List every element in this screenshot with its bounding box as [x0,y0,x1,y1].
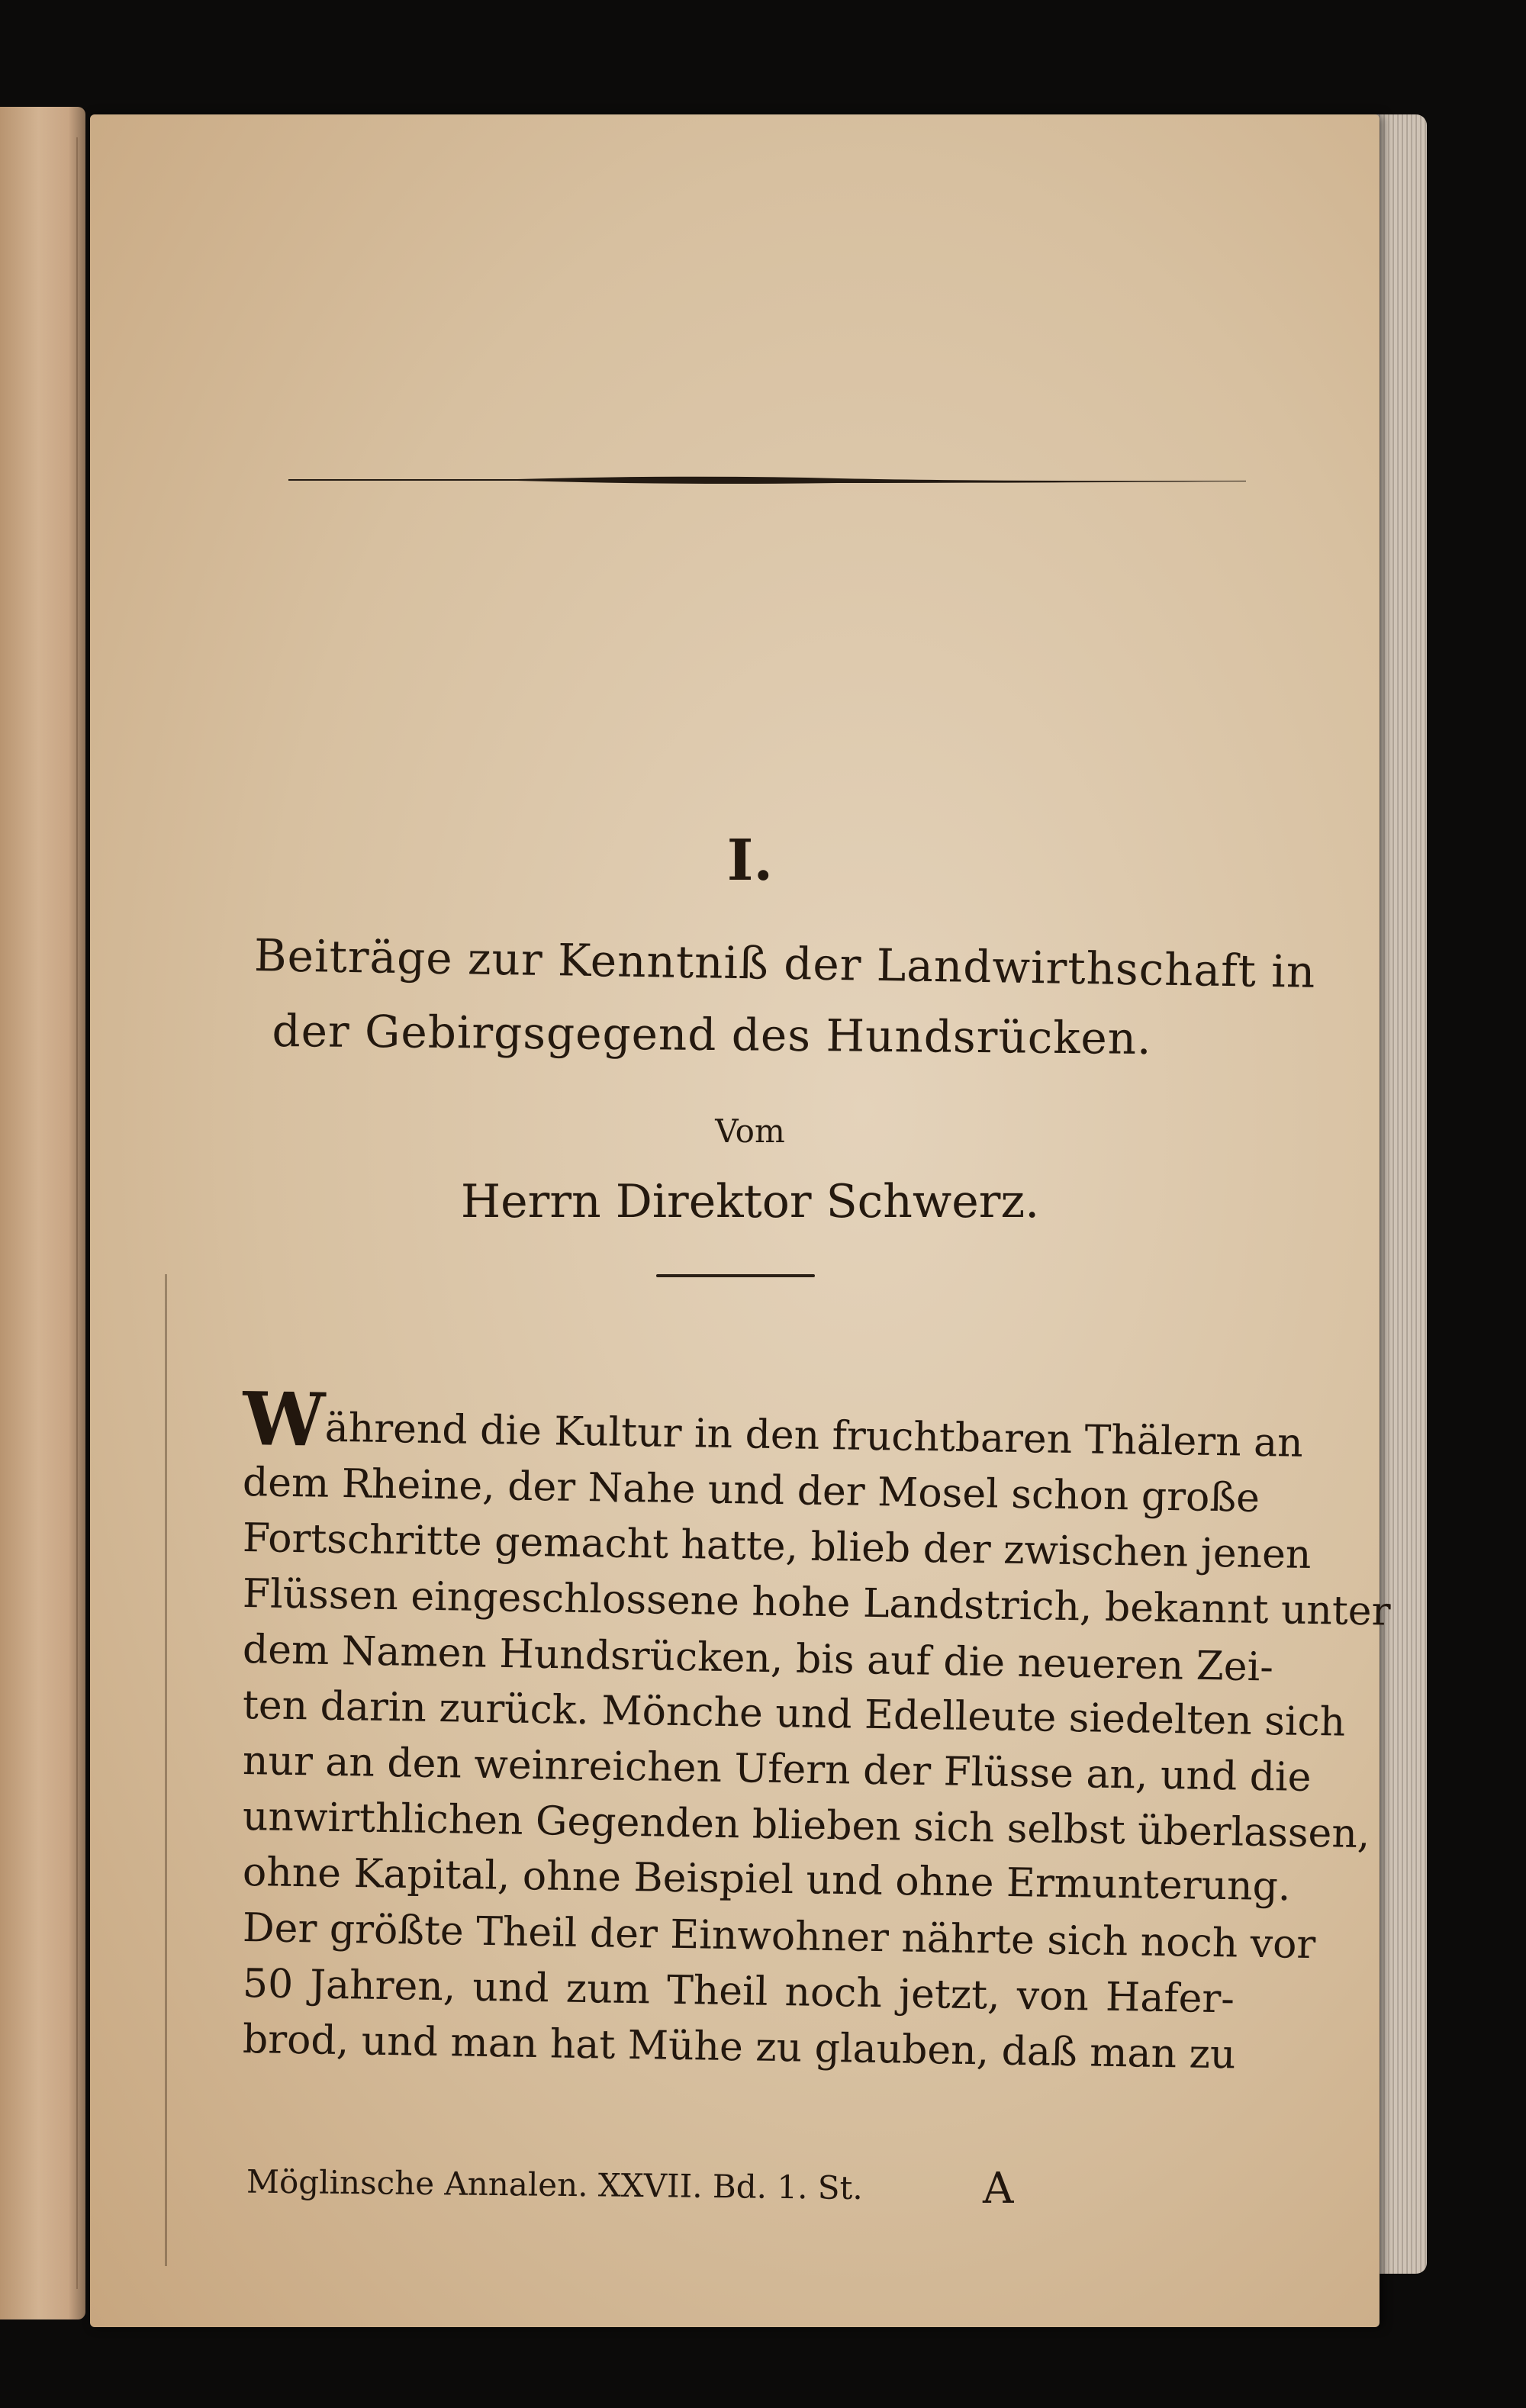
left-facing-page [0,107,85,2319]
tapered-rule-graphic [288,475,1246,485]
body-line: dem Rheine, der Nahe und der Mosel schon große [242,1460,1260,1521]
body-line: Flüssen eingeschlossene hohe Landstrich, bekannt unter [242,1571,1391,1635]
section-divider [656,1274,815,1277]
body-paragraph [242,1376,1391,2078]
body-line: nur an den weinreichen Ufern der Flüsse an, und die [242,1738,1312,1801]
printer-signature-mark: A [983,2164,1014,2213]
article-title-line-2: der Gebirgsgegend des Hundsrücken. [272,1004,1152,1065]
body-line: dem Namen Hundsrücken, bis auf die neueren Zei- [242,1627,1274,1691]
body-line: unwirthlichen Gegenden blieben sich selbst überlassen, [242,1794,1370,1858]
body-line: Der größte Theil der Einwohner nährte sich noch vor [242,1905,1316,1969]
ornamental-rule [288,475,1246,485]
byline-author: Herrn Direktor Schwerz. [460,1175,1040,1228]
byline-preposition: Vom [715,1112,785,1150]
chapter-number: I. [726,828,774,893]
body-line: ohne Kapital, ohne Beispiel und ohne Ermunterung. [242,1849,1291,1911]
body-line: ten darin zurück. Mönche und Edelleute siedelten sich [242,1682,1346,1746]
gutter-shadow [165,1274,167,2266]
book-page [90,114,1391,2327]
body-line-text: ährend die Kultur in den fruchtbaren Thälern an [324,1405,1304,1466]
article-title-line-1: Beiträge zur Kenntniß der Landwirthschaft in [253,929,1316,998]
body-line: Fortschritte gemacht hatte, blieb der zwischen jenen [242,1515,1312,1578]
body-line: brod, und man hat Mühe zu glauben, daß man zu [242,2017,1236,2078]
drop-cap: W [242,1376,326,1463]
footer-journal-reference: Möglinsche Annalen. XXVII. Bd. 1. St. [246,2162,864,2207]
body-line: 50 Jahren, und zum Theil noch jetzt, von Hafer- [242,1961,1235,2023]
